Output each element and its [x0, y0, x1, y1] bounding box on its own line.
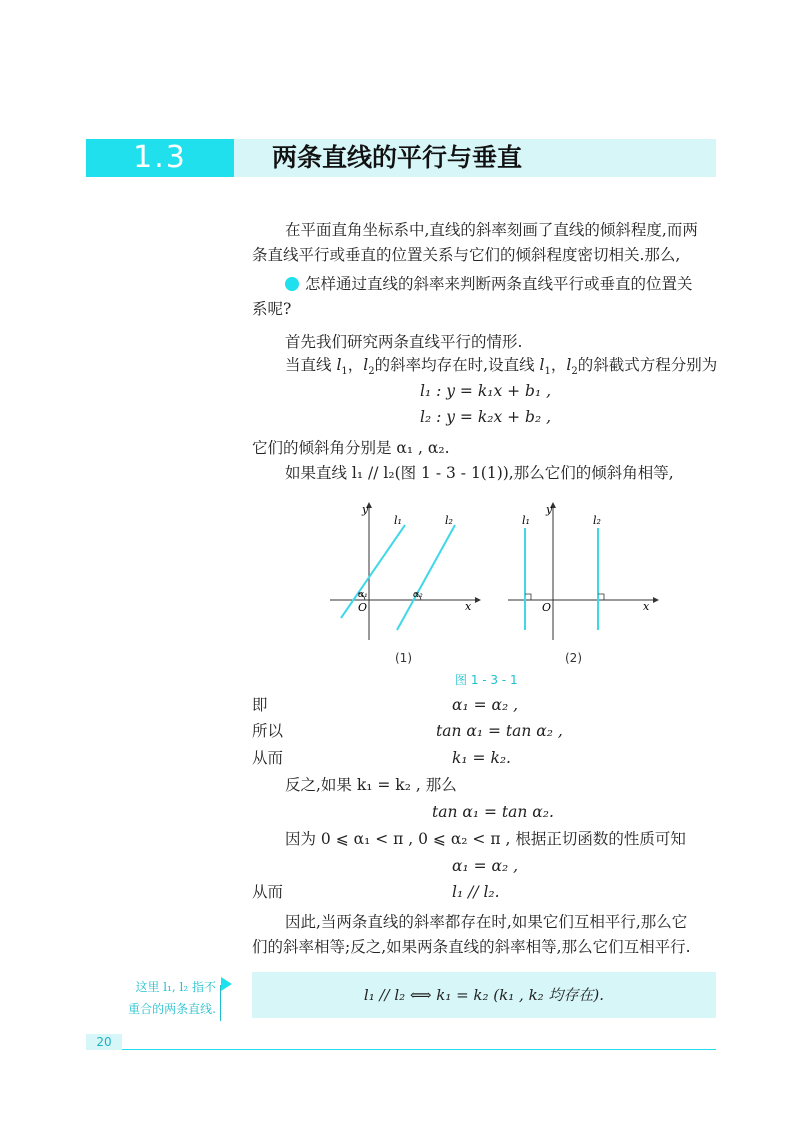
text-fragment: ， [550, 356, 567, 374]
paragraph-because: 因为 0 ⩽ α₁ < π , 0 ⩽ α₂ < π , 根据正切函数的性质可知 [285, 830, 686, 848]
flag-arrow-icon [221, 977, 232, 991]
x-axis-label: x [465, 600, 472, 613]
line-l2 [397, 525, 455, 630]
x-axis-arrow-icon [475, 597, 481, 603]
equation-2: l₂ : y = k₂x + b₂ , [420, 408, 552, 426]
text-fragment: 的斜截式方程分别为 [577, 356, 718, 374]
math-l: l [566, 356, 572, 374]
question-line-1 [285, 272, 693, 297]
label-suoyi: 所以 [252, 722, 284, 740]
y-axis-label: y [546, 503, 553, 516]
expr-congeer-2: l₁ // l₂. [452, 883, 500, 901]
figure-caption: 图 1 - 3 - 1 [455, 673, 518, 687]
math-sub: 2 [571, 366, 578, 378]
origin-label: O [358, 601, 368, 614]
section-title: 两条直线的平行与垂直 [272, 143, 523, 172]
section-number: 1.3 [86, 139, 234, 177]
expr-ji: α₁ = α₂ , [452, 696, 519, 714]
angle-2-label: α₂ [413, 590, 423, 600]
x-axis-arrow-icon [653, 597, 659, 603]
figure-1-3-1-part-2 [503, 500, 663, 645]
math-l: l [336, 356, 342, 374]
origin-label: O [542, 601, 552, 614]
subfigure-1-label: (1) [395, 651, 412, 665]
paragraph-converse: 反之,如果 k₁ = k₂ , 那么 [285, 776, 457, 794]
paragraph-angles: 它们的倾斜角分别是 α₁ , α₂. [252, 439, 450, 457]
line-l2-label: l₂ [593, 514, 601, 527]
line-l1 [341, 525, 405, 618]
text-fragment: 的斜率均存在时,设直线 [374, 356, 540, 374]
summary-formula: l₁ // l₂ ⟺ k₁ = k₂ (k₁ , k₂ 均存在). [363, 986, 605, 1004]
intro-line-2: 条直线平行或垂直的位置关系与它们的倾斜程度密切相关.那么, [252, 246, 681, 264]
math-sub: 1 [341, 366, 348, 378]
line-l2-label: l₂ [445, 514, 453, 527]
question-text: 怎样通过直线的斜率来判断两条直线平行或垂直的位置关 [305, 275, 693, 293]
expr-suoyi: tan α₁ = tan α₂ , [436, 722, 563, 740]
label-ji: 即 [252, 696, 268, 714]
expr-converse: tan α₁ = tan α₂. [432, 803, 554, 821]
text-fragment: ， [347, 356, 364, 374]
margin-note [86, 976, 216, 1020]
math-sub: 2 [368, 366, 375, 378]
label-congeer-2: 从而 [252, 883, 284, 901]
margin-note-line-2: 重合的两条直线. [128, 1002, 216, 1016]
expr-congeer: k₁ = k₂. [452, 749, 511, 767]
y-axis-label: y [362, 503, 369, 516]
label-congeer: 从而 [252, 749, 284, 767]
margin-note-line-1: 这里 l₁, l₂ 指不 [135, 980, 216, 994]
math-sub: 1 [544, 366, 551, 378]
subfigure-2-label: (2) [565, 651, 582, 665]
text-fragment: 当直线 [285, 356, 337, 374]
math-l: l [539, 356, 545, 374]
math-l: l [363, 356, 369, 374]
paragraph-first: 首先我们研究两条直线平行的情形. [285, 333, 523, 351]
conclusion-line-2: 们的斜率相等;反之,如果两条直线的斜率相等,那么它们互相平行. [252, 938, 691, 956]
figure-1-3-1-part-1 [325, 500, 485, 645]
line-l1-label: l₁ [522, 514, 530, 527]
angle-1-label: α₁ [358, 590, 368, 600]
paragraph-if-parallel: 如果直线 l₁ // l₂(图 1 - 3 - 1(1)),那么它们的倾斜角相等, [285, 464, 674, 482]
conclusion-line-1: 因此,当两条直线的斜率都存在时,如果它们互相平行,那么它 [285, 913, 688, 931]
equation-1: l₁ : y = k₁x + b₁ , [420, 382, 552, 400]
line-l1-label: l₁ [394, 514, 402, 527]
footer-rule [122, 1049, 716, 1050]
x-axis-label: x [643, 600, 650, 613]
intro-line-1: 在平面直角坐标系中,直线的斜率刻画了直线的倾斜程度,而两 [285, 221, 698, 239]
bullet-dot-icon [285, 277, 299, 291]
question-line-2: 系呢? [252, 300, 292, 318]
page-number: 20 [86, 1034, 122, 1050]
expr-because: α₁ = α₂ , [452, 857, 519, 875]
